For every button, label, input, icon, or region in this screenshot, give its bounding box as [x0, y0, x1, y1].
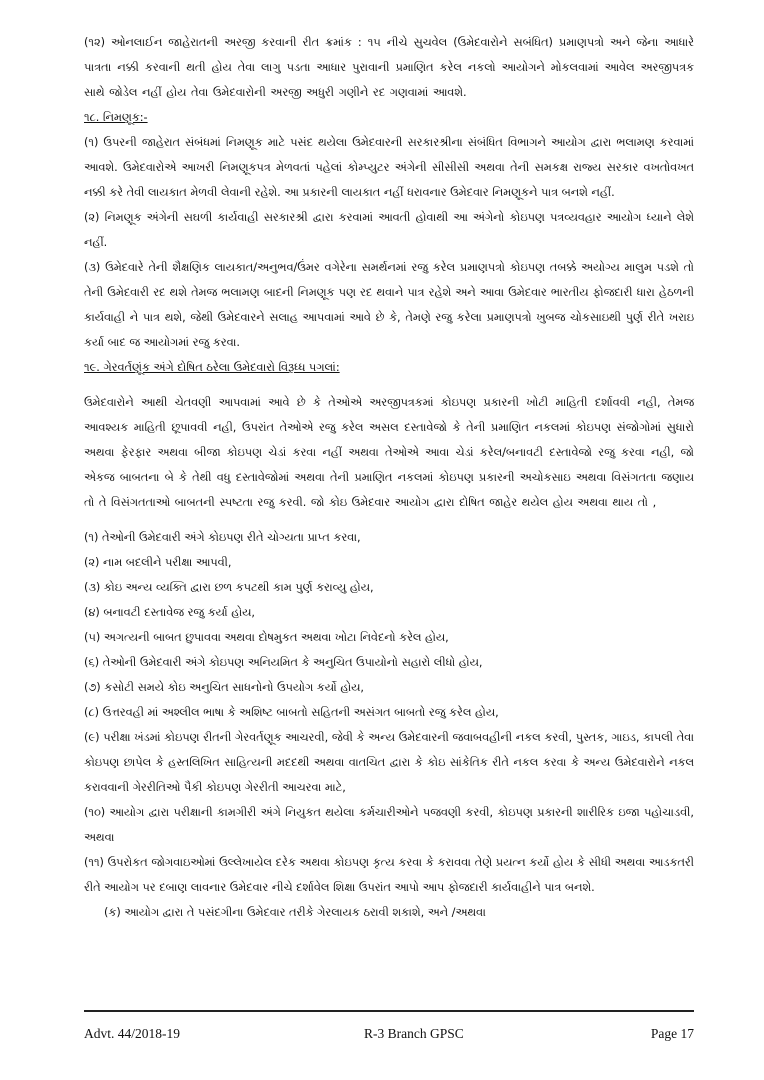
footer-advt-number: Advt. 44/2018-19	[84, 1026, 180, 1041]
offence-item-10: (૧૦) આયોગ દ્વારા પરીક્ષાની કામગીરી અંગે નિયુકત થયેલા કર્મચારીઓને પજવણી કરવી, કોઇપણ પ્રકારની શારીરિક ઇજા પહોચાડવી, અથવા	[84, 806, 694, 844]
section-18-heading: ૧૮. નિમણૂક:-	[84, 111, 148, 124]
section-19-body: ઉમેદવારોને આથી ચેતવણી આપવામાં આવે છે કે તેઓએ અરજીપત્રકમાં કોઇપણ પ્રકારની ખોટી માહિતી દર્શાવવી નહી, તેમજ આવશ્યક માહિતી છૂપાવવી નહી, ઉપરાંત તેઓએ રજુ કરેલ અસલ દસ્તાવેજો કે તેની પ્રમાણિત નકલમાં કોઇપણ સંજોગોમાં સુધારો અથવા ફેરફાર અથવા બીજા કોઇપણ ચેડાં કરવા નહીં અથવા તેઓએ આવા ચેડાં કરેલ/બનાવટી દસ્તાવેજો રજુ કરવા નહી, જો એકજ બાબતના બે કે તેથી વધુ દસ્તાવેજોમાં અથવા તેની પ્રમાણિત નકલમાં કોઇપણ પ્રકારની અચોકસાઇ અથવા વિસંગતતા જણાય તો તે વિસંગતતાઓ બાબતની સ્પષ્ટતા રજુ કરવી. જો કોઇ ઉમેદવાર આયોગ દ્વારા દોષિત જાહેર થયેલ હોય અથવા થાય તો ,	[84, 396, 694, 509]
offence-item-11: (૧૧) ઉપરોકત જોગવાઇઓમાં ઉલ્લેખાયેલ દરેક અથવા કોઇપણ કૃત્ય કરવા કે કરાવવા તેણે પ્રયત્ન કર્યો હોય કે સીધી અથવા આડકતરી રીતે આયોગ પર દબાણ લાવનાર ઉમેદવાર નીચે દર્શાવેલ શિક્ષા ઉપરાંત આપો આપ ફોજદારી કાર્યવાહીને પાત્ર બનશે.	[84, 856, 694, 894]
offence-item-3: (૩) કોઇ અન્ય વ્યક્તિ દ્વારા છળ કપટથી કામ પુર્ણ કરાવ્યુ હોય,	[84, 581, 374, 594]
section-18-item-2: (૨) નિમણૂક અંગેની સઘળી કાર્યવાહી સરકારશ્રી દ્વારા કરવામાં આવતી હોવાથી આ અંગેનો કોઇપણ પત્રવ્યવહાર આયોગ ધ્યાને લેશે નહીં.	[84, 211, 694, 249]
section-18-item-3: (૩) ઉમેદવારે તેની શૈક્ષણિક લાયકાત/અનુભવ/ઉંમર વગેરેના સમર્થનમાં રજુ કરેલ પ્રમાણપત્રો કોઇપણ તબક્કે અયોગ્ય માલુમ પડશે તો તેની ઉમેદવારી રદ થશે તેમજ ભલામણ બાદની નિમણૂક પણ રદ થવાને પાત્ર રહેશે અને આવા ઉમેદવાર ભારતીય ફોજદારી ધારા હેઠળની કાર્યવાહી ને પાત્ર થશે, જેથી ઉમેદવારને સલાહ આપવામાં આવે છે કે, તેમણે રજુ કરેલા પ્રમાણપત્રો ખુબજ ચોકસાઇથી પુર્ણ રીતે ખરાઇ કર્યા બાદ જ આયોગમાં રજુ કરવા.	[84, 261, 694, 349]
page-footer	[84, 1010, 694, 1052]
offence-item-7: (૭) કસોટી સમયે કોઇ અનુચિત સાધનોનો ઉપયોગ કર્યો હોય,	[84, 681, 365, 694]
footer-page-number: Page 17	[650, 1026, 694, 1041]
offence-item-8: (૮) ઉત્તરવહી માં અશ્લીલ ભાષા કે અશિષ્ટ બાબતો સહિતની અસંગત બાબતો રજુ કરેલ હોય,	[84, 706, 499, 719]
section-19-heading: ૧૯. ગેરવર્તણૂંક અંગે દોષિત ઠરેલા ઉમેદવારો વિરૂધ્ધ પગલાં:	[84, 361, 340, 374]
section-18-item-1: (૧) ઉપરની જાહેરાત સંબંધમાં નિમણૂક માટે પસંદ થયેલા ઉમેદવારની સરકારશ્રીના સંબંધિત વિભાગને આયોગ દ્વારા ભલામણ કરવામાં આવશે. ઉમેદવારોએ આખરી નિમણૂકપત્ર મેળવતાં પહેલાં કોમ્પ્યુટર અંગેની સીસીસી અથવા તેની સમકક્ષ રાજ્ય સરકાર વખતોવખત નક્કી કરે તેવી લાયકાત મેળવી લેવાની રહેશે. આ પ્રકારની લાયકાત નહીં ધરાવનાર ઉમેદવાર નિમણૂકને પાત્ર બનશે નહીં.	[84, 136, 694, 199]
offence-item-4: (૪) બનાવટી દસ્તાવેજ રજુ કર્યા હોય,	[84, 606, 255, 619]
intro-paragraph: (૧૨) ઓનલાઈન જાહેરાતની અરજી કરવાની રીત ક્રમાંક : ૧૫ નીચે સુચવેલ (ઉમેદવારોને સબંધિત) પ્રમાણપત્રો અને જેના આધારે પાત્રતા નક્કી કરવાની થતી હોય તેવા લાગુ પડતા આધાર પુરાવાની પ્રમાણિત કરેલ નકલો આયોગને મોકલવામાં આવેલ અરજીપત્રક સાથે જોડેલ નહીં હોય તેવા ઉમેદવારોની અરજી અધુરી ગણીને રદ ગણવામાં આવશે.	[84, 36, 694, 99]
offence-item-6: (૬) તેઓની ઉમેદવારી અંગે કોઇપણ અનિયમિત કે અનુચિત ઉપાયોનો સહારો લીધો હોય,	[84, 656, 483, 669]
offence-item-1: (૧) તેઓની ઉમેદવારી અંગે કોઇપણ રીતે ચોગ્યતા પ્રાપ્ત કરવા,	[84, 531, 361, 544]
document-page	[84, 30, 694, 925]
offence-item-9: (૯) પરીક્ષા ખંડમાં કોઇપણ રીતની ગેરવર્તણૂક આચરવી, જેવી કે અન્ય ઉમેદવારની જવાબવહીની નકલ કરવી, પુસ્તક, ગાઇડ, કાપલી તેવા કોઇપણ છાપેલ કે હસ્તલિખિત સાહિત્યની મદદથી અથવા વાતચિત દ્વારા કે કોઇ સાંકેતિક રીતે નકલ કરવા કે અન્ય ઉમેદવારોને નકલ કરાવવાની ગેરરીતિઓ પૈકી કોઇપણ ગેરરીતી આચરવા માટે,	[84, 731, 694, 794]
offence-list	[84, 525, 694, 925]
offence-item-5: (૫) અગત્યની બાબત છુપાવવા અથવા દોષમુકત અથવા ખોટા નિવેદનો કરેલ હોય,	[84, 631, 449, 644]
penalty-item-ka: (ક) આયોગ દ્વારા તે પસંદગીના ઉમેદવાર તરીકે ગેરલાયક ઠરાવી શકાશે, અને /અથવા	[104, 906, 486, 919]
footer-branch: R-3 Branch GPSC	[364, 1026, 464, 1041]
offence-item-2: (૨) નામ બદલીને પરીક્ષા આપવી,	[84, 556, 232, 569]
